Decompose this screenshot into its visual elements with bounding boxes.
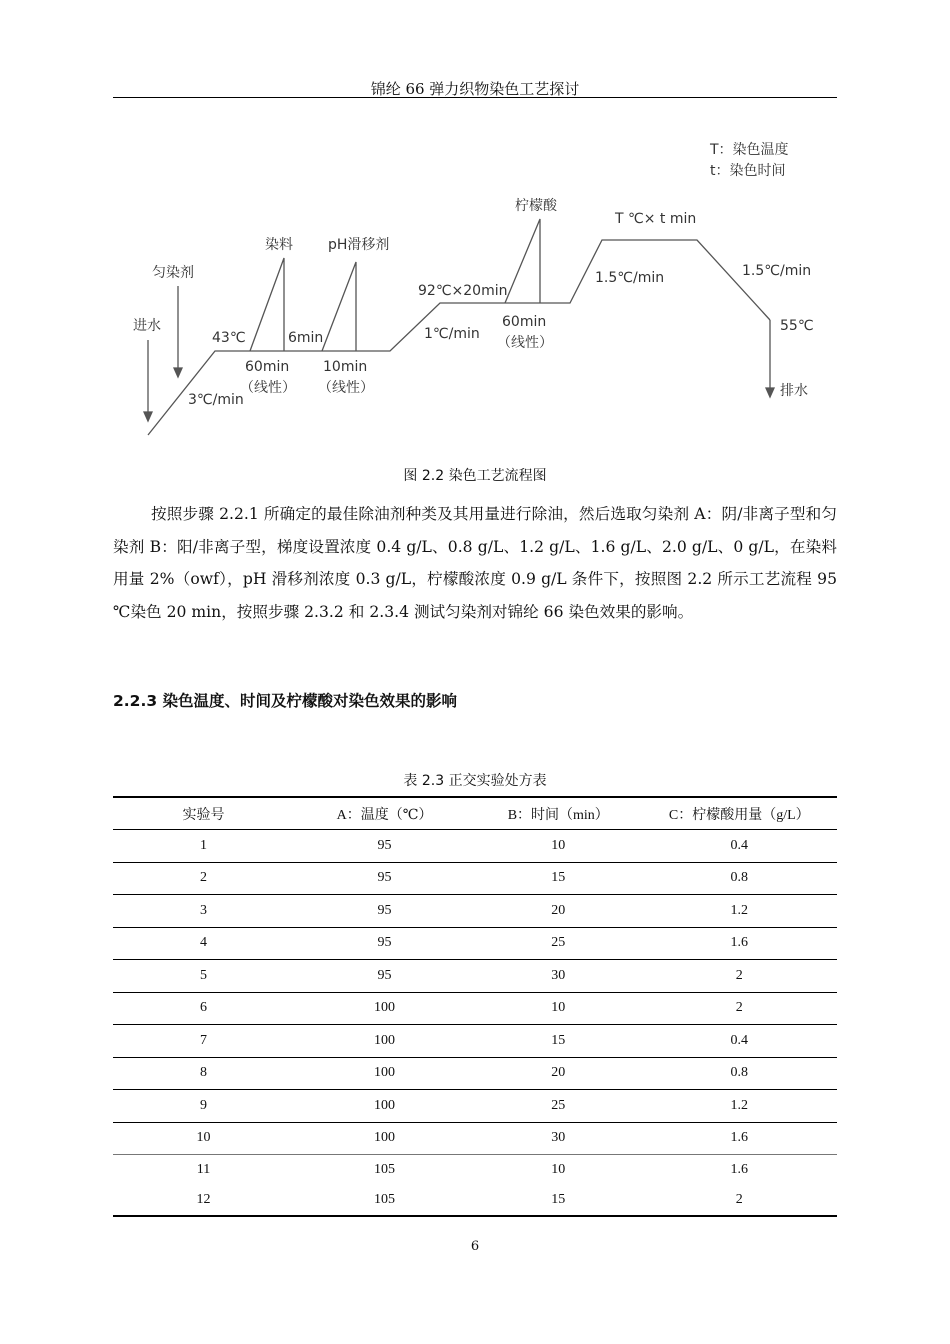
dyeing-process-diagram [0, 0, 950, 460]
cell-temperature: 100 [294, 1057, 475, 1090]
cell-temperature: 105 [374, 1162, 395, 1177]
label-time-60-b: 60min [502, 314, 547, 330]
label-hold-92: 92℃×20min [418, 283, 508, 299]
label-time-10: 10min [323, 359, 368, 375]
cell-run: 12 [196, 1192, 211, 1207]
cell-temperature: 100 [294, 1025, 475, 1058]
cell-time: 25 [475, 927, 642, 960]
citric-acid-addition-triangle [505, 219, 540, 303]
cell-citric-acid: 1.2 [642, 1090, 837, 1123]
header-time: B：时间（min） [475, 797, 642, 830]
cell-run: 3 [113, 895, 294, 928]
label-rate-1: 1℃/min [424, 326, 480, 342]
label-rate-3: 3℃/min [188, 392, 244, 408]
cell-time: 25 [475, 1090, 642, 1123]
table-row [113, 1025, 837, 1058]
cell-temperature: 105 [374, 1192, 395, 1207]
running-header: 锦纶 66 弹力织物染色工艺探讨 [370, 80, 580, 98]
cell-citric-acid: 0.8 [642, 862, 837, 895]
label-temp-55: 55℃ [780, 318, 814, 334]
table-row [113, 1185, 837, 1216]
cell-temperature: 95 [294, 895, 475, 928]
label-time-6: 6min [288, 330, 324, 346]
label-temp-43: 43℃ [212, 330, 246, 346]
cell-run: 6 [113, 992, 294, 1025]
table-row [113, 1155, 837, 1186]
cell-time: 20 [475, 895, 642, 928]
label-drain: 排水 [780, 383, 808, 399]
cell-time: 15 [475, 862, 642, 895]
drain-arrowhead [766, 388, 774, 397]
table-row [113, 1122, 837, 1155]
cell-temperature: 100 [294, 1122, 475, 1155]
cell-citric-acid: 0.4 [642, 830, 837, 863]
label-rate-1-5-down: 1.5℃/min [742, 263, 812, 279]
leveling-agent-arrowhead [174, 368, 182, 377]
table-row [113, 862, 837, 895]
cell-run: 5 [113, 960, 294, 993]
label-linear-c: （线性） [497, 335, 553, 351]
cell-citric-acid: 0.4 [642, 1025, 837, 1058]
cell-citric-acid: 0.8 [642, 1057, 837, 1090]
label-leveling-agent: 匀染剂 [152, 265, 194, 281]
table-row [113, 992, 837, 1025]
cell-run: 8 [113, 1057, 294, 1090]
cell-run: 11 [196, 1162, 211, 1177]
cell-time: 10 [475, 830, 642, 863]
table-row [113, 960, 837, 993]
cell-time: 10 [475, 992, 642, 1025]
cell-temperature: 100 [294, 992, 475, 1025]
label-linear-a: （线性） [240, 380, 296, 396]
cell-time: 15 [551, 1192, 566, 1207]
water-in-arrowhead [144, 412, 152, 421]
label-rate-1-5-up: 1.5℃/min [595, 270, 665, 286]
label-time-60-a: 60min [245, 359, 290, 375]
cell-citric-acid: 1.2 [642, 895, 837, 928]
table-row [113, 1057, 837, 1090]
cell-time: 30 [475, 960, 642, 993]
cell-time: 30 [475, 1122, 642, 1155]
cell-citric-acid: 2 [642, 960, 837, 993]
cell-run: 7 [113, 1025, 294, 1058]
header-temperature: A：温度（℃） [294, 797, 475, 830]
table-header-row [113, 797, 837, 830]
label-citric-acid: 柠檬酸 [515, 198, 557, 214]
table-caption: 表 2.3 正交实验处方表 [403, 773, 547, 789]
cell-citric-acid: 1.6 [642, 1122, 837, 1155]
legend-time: t：染色时间 [710, 163, 786, 179]
page-number: 6 [470, 1239, 480, 1254]
dye-addition-triangle [250, 258, 284, 351]
legend-temperature: T：染色温度 [710, 142, 789, 158]
cell-run: 1 [113, 830, 294, 863]
section-heading: 2.2.3 染色温度、时间及柠檬酸对染色效果的影响 [113, 692, 458, 710]
table-row [113, 927, 837, 960]
cell-temperature: 95 [294, 960, 475, 993]
cell-run: 2 [113, 862, 294, 895]
label-ph-agent: pH滑移剂 [328, 237, 390, 253]
cell-run: 10 [113, 1122, 294, 1155]
label-hold-T: T ℃× t min [615, 211, 697, 227]
table-row [113, 1090, 837, 1123]
cell-citric-acid: 2 [735, 1192, 743, 1207]
cell-citric-acid: 1.6 [642, 927, 837, 960]
table-row [113, 830, 837, 863]
cell-run: 4 [113, 927, 294, 960]
cell-citric-acid: 2 [642, 992, 837, 1025]
cell-temperature: 95 [294, 862, 475, 895]
label-dye: 染料 [265, 237, 293, 253]
figure-caption: 图 2.2 染色工艺流程图 [403, 468, 547, 484]
label-linear-b: （线性） [318, 380, 374, 396]
cell-run: 9 [113, 1090, 294, 1123]
header-citric-acid: C：柠檬酸用量（g/L） [642, 797, 837, 830]
body-paragraph: 按照步骤 2.2.1 所确定的最佳除油剂种类及其用量进行除油，然后选取匀染剂 A：阴/非离子型和匀染剂 B：阳/非离子型，梯度设置浓度 0.4 g/L、0.8 g/L、1.2 g/L、1.6 g/L、2.0 g/L、0 g/L，在染料用量 2%（owf），pH 滑移剂浓度 0.3 g/L，柠檬酸浓度 0.9 g/L 条件下，按照图 2.2 所示工艺流程 95 ℃染色 20 min，按照步骤 2.3.2 和 2.3.4 测试匀染剂对锦纶 66 染色效果的影响。 [113, 505, 837, 621]
cell-citric-acid: 1.6 [730, 1162, 748, 1177]
cell-time: 20 [475, 1057, 642, 1090]
cell-time: 10 [551, 1162, 566, 1177]
cell-temperature: 95 [294, 830, 475, 863]
orthogonal-experiment-table [113, 796, 837, 1217]
ph-agent-addition-triangle [322, 262, 356, 351]
table-row [113, 895, 837, 928]
header-run-no: 实验号 [113, 797, 294, 830]
cell-time: 15 [475, 1025, 642, 1058]
cell-temperature: 95 [294, 927, 475, 960]
cell-temperature: 100 [294, 1090, 475, 1123]
label-water-in: 进水 [133, 318, 161, 334]
